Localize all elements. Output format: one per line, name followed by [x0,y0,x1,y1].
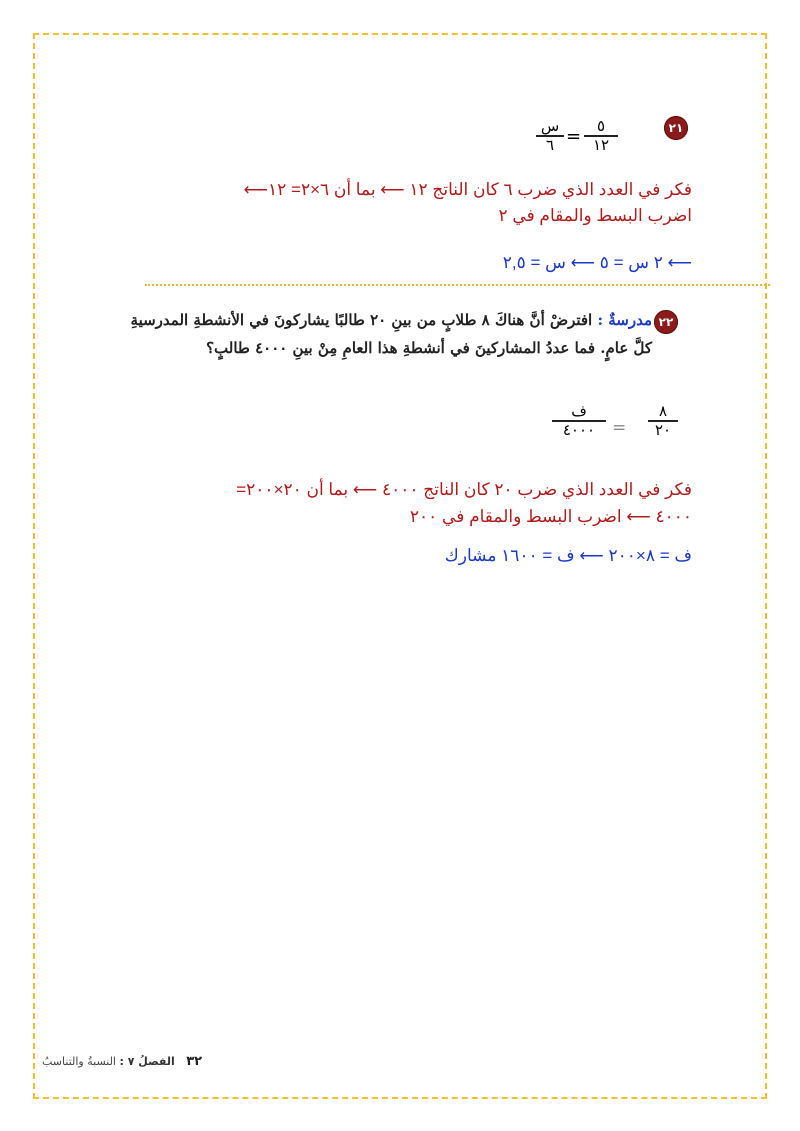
q21-solution-line-2: اضرب البسط والمقام في ٢ [498,206,692,225]
q21-lhs-fraction [536,118,564,153]
q21-rhs-denominator: ١٢ [592,135,610,154]
q21-rhs-numerator: ٥ [596,117,606,135]
q22-solution-line-3: ف = ٨×٢٠٠ ⟵ ف = ١٦٠٠ مشارك [444,546,692,565]
q22-problem-line-1 [122,308,652,333]
question-21-badge: ٢١ [664,116,688,140]
q21-lhs-denominator: ٦ [545,135,555,154]
q21-solution-line-1: فكر في العدد الذي ضرب ٦ كان الناتج ١٢ ⟵ بما أن ٦×٢= ١٢⟵ [243,180,692,199]
q22-solution-line-2: ٤٠٠٠ ⟵ اضرب البسط والمقام في ٢٠٠ [409,507,692,526]
q22-lhs-fraction [648,403,678,438]
q22-equals: = [612,418,627,438]
q22-rhs-fraction [552,403,606,438]
q21-equals: = [566,126,582,147]
q22-rhs-numerator: ف [571,402,587,420]
chapter-title: النسبةُ والتناسبُ [42,1055,116,1068]
q22-problem-line-2: كلَّ عامٍ. فما عددُ المشاركينَ في أنشطةِ هذا العامِ مِنْ بينِ ٤٠٠٠ طالبٍ؟ [206,339,652,357]
q22-label: مدرسةٌ : [597,311,652,329]
q22-lhs-denominator: ٢٠ [654,420,672,439]
q22-rhs-denominator: ٤٠٠٠ [562,420,596,439]
q22-lhs-numerator: ٨ [658,402,668,420]
q21-lhs-numerator: س [540,117,560,135]
page-number: ٣٢ [186,1054,203,1069]
page-footer [42,1054,202,1069]
q21-rhs-fraction [584,118,618,153]
q21-solution-line-3: ⟵ ٢ س = ٥ ⟵ س = ٢,٥ [502,253,692,272]
section-divider [145,284,770,286]
q22-solution-line-1: فكر في العدد الذي ضرب ٢٠ كان الناتج ٤٠٠٠ ⟵ بما أن ٢٠×٢٠٠= [236,480,692,499]
q22-text-1: افترضْ أنَّ هناكَ ٨ طلابٍ من بينِ ٢٠ طالبًا يشاركونَ في الأنشطةِ المدرسيةِ [130,311,593,329]
chapter-label: الفصلُ ٧ : [119,1055,175,1068]
question-22-badge: ٢٢ [654,310,678,334]
